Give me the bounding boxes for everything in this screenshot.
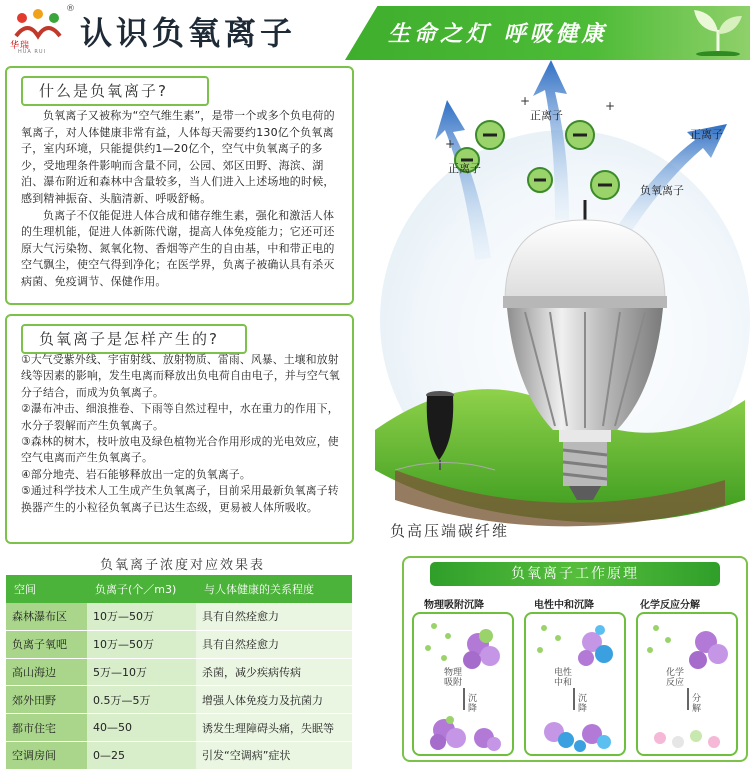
table-cell: 10万—50万 bbox=[87, 603, 196, 630]
how-produced-panel bbox=[5, 314, 354, 544]
table-cell: 都市住宅 bbox=[6, 714, 87, 742]
principle-heading: 负氧离子工作原理 bbox=[430, 562, 720, 586]
slogan: 生命之灯 呼吸健康 bbox=[388, 21, 608, 47]
table-row bbox=[6, 686, 352, 714]
section-heading: 负氧离子是怎样产生的? bbox=[21, 324, 247, 354]
svg-text:+: + bbox=[520, 94, 531, 108]
table-cell: 引发“空调病”症状 bbox=[196, 741, 352, 769]
principle-subtitle: 化学反应分解 bbox=[640, 600, 700, 611]
table-row bbox=[6, 603, 352, 630]
negative-ion-label: 负氧离子 bbox=[640, 184, 684, 197]
principle-subtitle: 物理吸附沉降 bbox=[424, 600, 484, 611]
svg-text:+: + bbox=[605, 99, 616, 113]
principle-subtitle: 电性中和沉降 bbox=[534, 600, 594, 611]
svg-text:+: + bbox=[445, 137, 456, 151]
carbon-fiber-label: 负高压端碳纤维 bbox=[390, 522, 510, 540]
negative-ion bbox=[476, 121, 504, 149]
principle-cell-physical bbox=[412, 612, 514, 756]
positive-ion-label: 正离子 bbox=[530, 109, 563, 122]
what-is-panel bbox=[5, 66, 354, 305]
table-cell: 具有自然痊愈力 bbox=[196, 630, 352, 658]
table-header: 空间 bbox=[6, 575, 87, 603]
logo-text: 华瑞 bbox=[10, 41, 31, 51]
table-cell: 诱发生理障碍头痛，失眠等 bbox=[196, 714, 352, 742]
table-cell: 杀菌，减少疾病传病 bbox=[196, 658, 352, 686]
leaf-sprout-icon bbox=[690, 4, 746, 56]
bulb-ring bbox=[503, 296, 667, 308]
table-cell: 增强人体免疫力及抗菌力 bbox=[196, 686, 352, 714]
paragraph: 负氧离子又被称为“空气维生素”，是带一个或多个负电荷的氧离子，对人体健康非常有益，人体每天需要约130亿个负氧离子，室内环境，只能提供约1—20亿个，空气中负氧离子的多少，受地理条件影响而含量不同，公园、郊区田野、海滨、湖泊、瀑布附近和森林中含量较多，当人们进入上述场地的时候，感到精神振奋、头脑清新、呼吸舒畅。 bbox=[21, 109, 335, 205]
table-header: 与人体健康的关系程度 bbox=[196, 575, 352, 603]
cell-label: 电性中和 bbox=[554, 668, 573, 688]
section-heading: 什么是负氧离子? bbox=[21, 76, 209, 106]
list-item: ①大气受紫外线、宇宙射线、放射物质、雷雨、风暴、土壤和放射线等因素的影响，发生电离而释放出负电荷自由电子，并与空气氧分子结合，而成为负氧离子。 bbox=[21, 353, 340, 399]
table-row bbox=[6, 630, 352, 658]
cell-label: 物理吸附 bbox=[444, 668, 463, 688]
list-item: ④部分地壳、岩石能够释放出一定的负氧离子。 bbox=[21, 467, 251, 481]
cell-label: 分解 bbox=[692, 694, 702, 714]
principle-box bbox=[402, 556, 748, 762]
table-cell: 0—25 bbox=[87, 741, 196, 769]
table-cell: 负离子氧吧 bbox=[6, 630, 87, 658]
table-cell: 40—50 bbox=[87, 714, 196, 742]
cell-label: 沉降 bbox=[578, 694, 588, 714]
registered-mark: ® bbox=[66, 4, 75, 14]
negative-ion bbox=[528, 168, 552, 192]
table-cell: 郊外田野 bbox=[6, 686, 87, 714]
negative-ion bbox=[566, 121, 594, 149]
table-cell: 空调房间 bbox=[6, 741, 87, 769]
section-body bbox=[21, 352, 340, 516]
paragraph: 负离子不仅能促进人体合成和储存维生素，强化和激活人体的生理机能，促进人体新陈代谢，提高人体免疫能力；它还可还原大气污染物、氮氧化物、香烟等产生的自由基，中和带正电的空气飘尘，使空气得到净化；在医学界，负离子被确认具有杀灭病菌、免疫调节、保健作用。 bbox=[21, 208, 335, 288]
cell-label: 沉降 bbox=[468, 694, 478, 714]
table-cell: 0.5万—5万 bbox=[87, 686, 196, 714]
principle-cell-electrical bbox=[524, 612, 626, 756]
list-item: ③森林的树木，枝叶放电及绿色植物光合作用形成的光电效应，使空气电离而产生负氧离子。 bbox=[21, 435, 339, 465]
list-item: ②瀑布冲击、细浪推卷、下雨等自然过程中，水在重力的作用下，水分子裂解而产生负氧离子。 bbox=[21, 402, 339, 432]
list-item: ⑤通过科学技术人工生成产生负氧离子，目前采用最新负氧离子转换器产生的小粒径负氧离子已达生态级，更易被人体所吸收。 bbox=[21, 484, 339, 514]
table-cell: 具有自然痊愈力 bbox=[196, 603, 352, 630]
table-cell: 10万—50万 bbox=[87, 630, 196, 658]
table-cell: 森林瀑布区 bbox=[6, 603, 87, 630]
bulb-neck bbox=[559, 430, 611, 442]
positive-ion-label: 正离子 bbox=[690, 128, 723, 141]
table-title: 负氧离子浓度对应效果表 bbox=[100, 558, 266, 573]
concentration-table bbox=[6, 575, 352, 770]
table-header: 负离子(个／m3) bbox=[87, 575, 196, 603]
negative-ion bbox=[591, 171, 619, 199]
table-cell: 高山海边 bbox=[6, 658, 87, 686]
table-row bbox=[6, 658, 352, 686]
table-row bbox=[6, 714, 352, 742]
positive-ion-label: 正离子 bbox=[448, 162, 481, 175]
section-body bbox=[21, 108, 340, 291]
logo-en-text: HUA RUI bbox=[18, 49, 47, 55]
table-cell: 5万—10万 bbox=[87, 658, 196, 686]
cell-label: 化学反应 bbox=[666, 668, 685, 688]
table-row bbox=[6, 741, 352, 769]
principle-cell-chemical bbox=[636, 612, 738, 756]
page-title: 认识负氧离子 bbox=[80, 14, 297, 52]
table-header-row bbox=[6, 575, 352, 603]
